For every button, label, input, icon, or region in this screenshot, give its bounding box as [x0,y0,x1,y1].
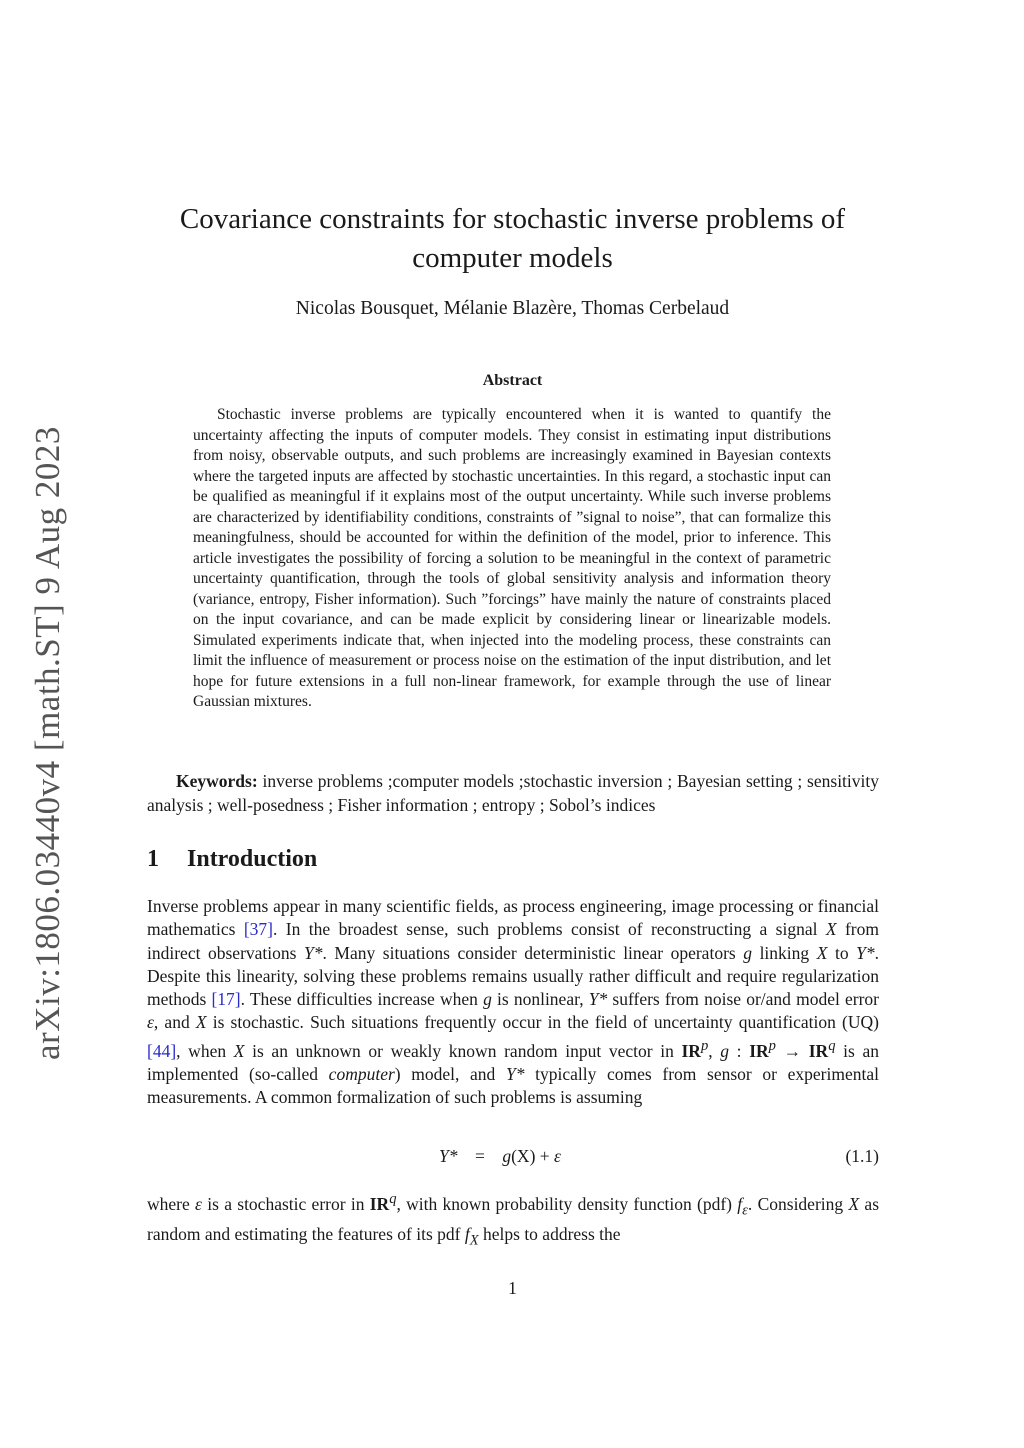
section-number: 1 [147,846,159,872]
arxiv-identifier: arXiv:1806.03440v4 [math.ST] 9 Aug 2023 [28,426,67,1060]
equation-body: Y* = g(X) + ε [439,1146,561,1166]
keywords-text: inverse problems ;computer models ;stochastic inversion ; Bayesian setting ; sensitivity analysis ; well-posedness ; Fisher information ; entropy ; Sobol’s indices [147,771,879,815]
abstract-heading: Abstract [482,372,543,389]
equation-number: (1.1) [845,1146,879,1166]
equation-1-1 [147,1146,879,1174]
intro-paragraph-2: where ε is a stochastic error in $IR^q$, with known probability density function (pdf) $f_\varepsilon$. Considering X as random and estimating the features of its pdf $f_X$ helps to address the [147,1191,880,1249]
section-heading [147,846,879,873]
author-list: Nicolas Bousquet, Mélanie Blazère, Thomas Cerbelaud [295,298,730,319]
keywords-label: Keywords: [176,771,258,791]
abstract-text: Stochastic inverse problems are typically encountered when it is wanted to quantify the uncertainty affecting the inputs of computer models. They consist in estimating input distributions from noisy, observable outputs, and such problems are increasingly examined in Bayesian contexts where the targeted inputs are affected by stochastic uncertainties. In this regard, a stochastic input can be qualified as meaningful if it explains most of the output uncertainty. While such inverse problems are characterized by identifiability conditions, constraints of ”signal to noise”, that can formalize this meaningfulness, should be accounted for within the definition of the model, prior to inference. This article investigates the possibility of forcing a solution to be meaningful in the context of parametric uncertainty quantification, through the tools of global sensitivity analysis and information theory (variance, entropy, Fisher information). Such ”forcings” have mainly the nature of constraints placed on the input covariance, and can be made explicit by considering linear or linearizable models. Simulated experiments indicate that, when injected into the modeling process, these constraints can limit the influence of measurement or process noise on the estimation of the input distribution, and let hope for future extensions in a full non-linear framework, for example through the use of linear Gaussian mixtures. [193,406,831,710]
citation-link[interactable]: [37] [243,919,274,940]
citation-link[interactable]: [17] [211,989,241,1010]
keywords-paragraph [147,770,879,817]
section-title: Introduction [187,846,318,872]
paper-title: Covariance constraints for stochastic inverse problems of computer models [179,203,846,274]
page-number: 1 [508,1278,517,1298]
citation-link[interactable]: [44] [147,1040,177,1061]
intro-paragraph-1: Inverse problems appear in many scientific fields, as process engineering, image processing or financial mathematics [37]. In the broadest sense, such problems consist of reconstructing a signal X from indirect observations Y*. Many situations consider deterministic linear operators g linking X to Y*. Despite this linearity, solving these problems remains usually rather difficult and require regularization methods [17]. These difficulties increase when g is nonlinear, Y* suffers from noise or/and model error ε, and X is stochastic. Such situations frequently occur in the field of uncertainty quantification (UQ) [44], when X is an unknown or weakly known random input vector in $IR^p$, g : $IR^p \to IR^q$ is an implemented (so-called computer) model, and Y* typically comes from sensor or experimental measurements. A common formalization of such problems is assuming [147,896,879,1108]
